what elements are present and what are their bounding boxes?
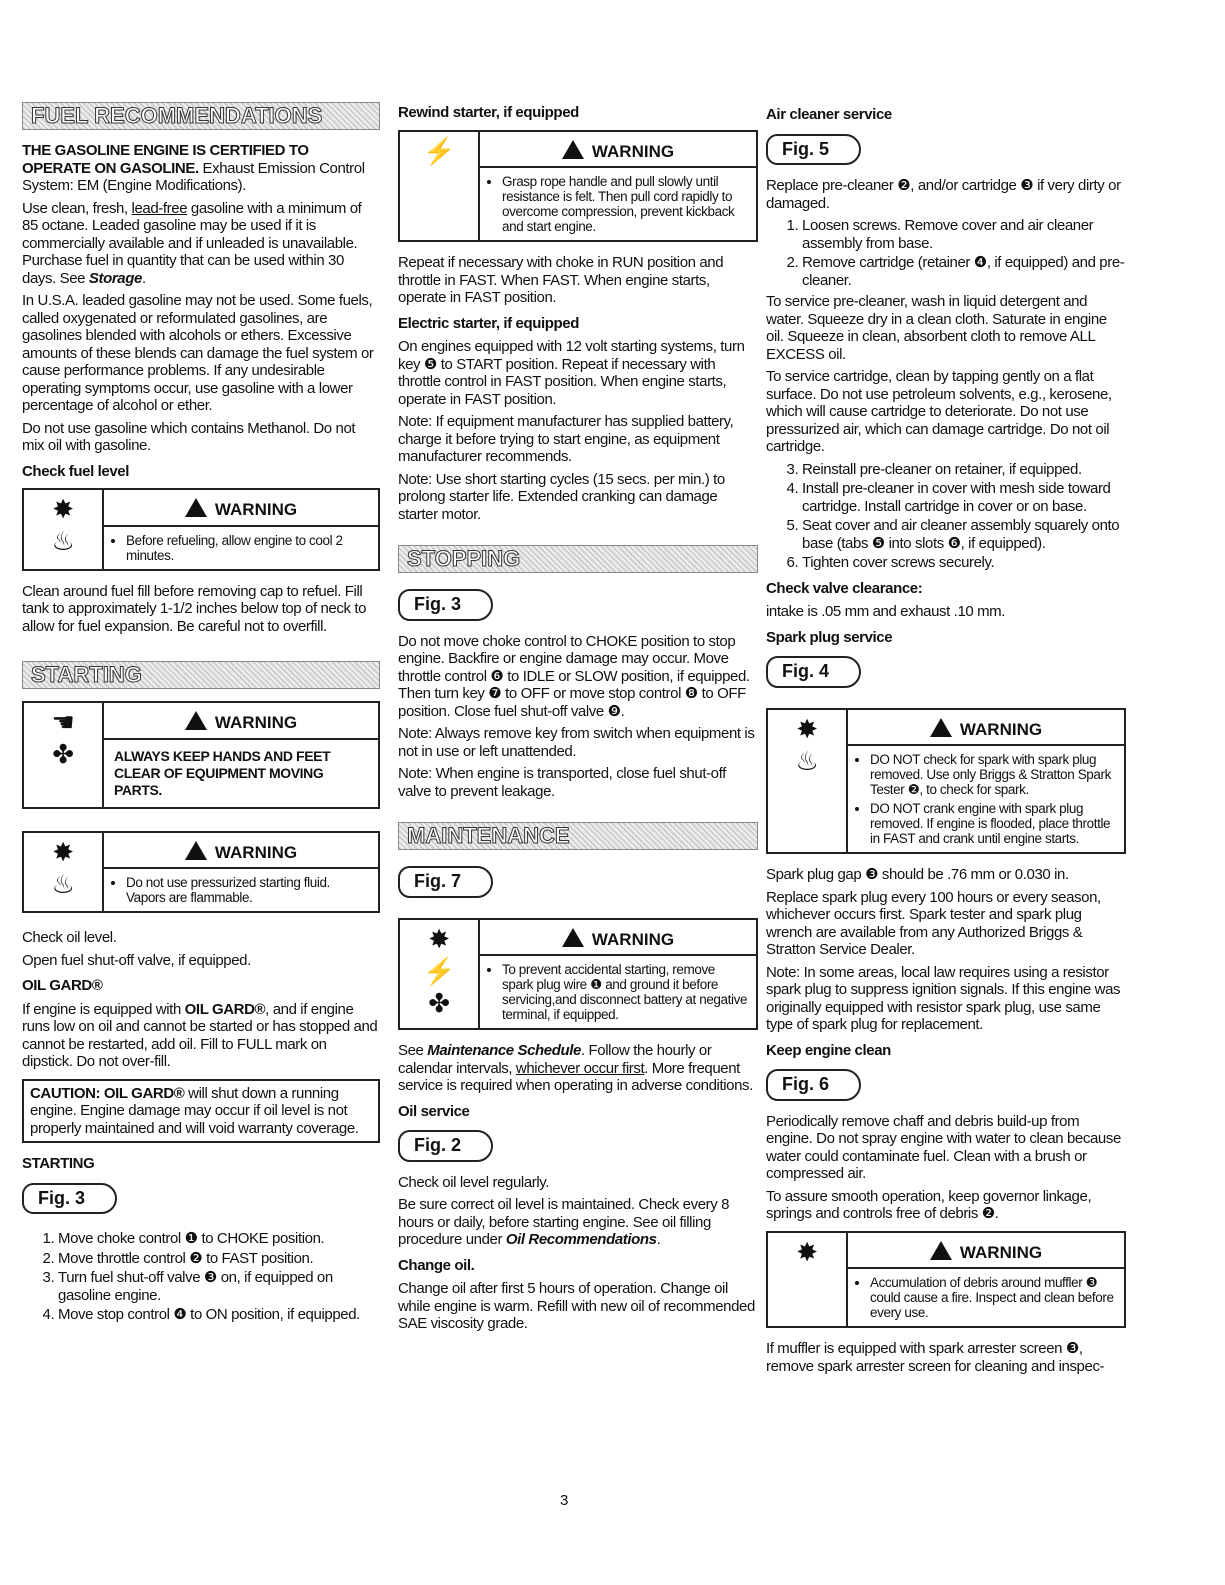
page-number: 3 <box>560 1492 569 1509</box>
valve-text: intake is .05 mm and exhaust .10 mm. <box>766 603 1006 620</box>
starting-steps <box>22 1230 380 1324</box>
note-resistor: Note: In some areas, local law requires using a resistor spark plug to suppress ignition signals. If this engine was originally equipped with resistor spark plug, use same type of spark plug for replacement. <box>766 963 1121 1033</box>
maintenance-banner: MAINTENANCE <box>398 822 758 850</box>
list-item: 1. Loosen screws. Remove cover and air cleaner assembly from base. <box>802 217 1126 252</box>
warning-box-debris <box>766 1231 1126 1329</box>
list-item: 2. Move throttle control ❷ to FAST position. <box>58 1250 380 1268</box>
warning-triangle-icon <box>930 718 952 737</box>
warning-title <box>104 703 378 740</box>
warning-item: • Grasp rope handle and pull slowly until resistance is felt. Then pull cord rapidly to overcome compression, prevent kickback and start engine. <box>502 174 748 234</box>
warning-triangle-icon <box>562 928 584 947</box>
warning-icons <box>24 703 104 807</box>
warning-icons <box>24 833 104 912</box>
warning-item: • DO NOT crank engine with spark plug removed. If engine is flooded, place throttle in FAST and crank until engine starts. <box>870 801 1116 846</box>
fuel-usa-paragraph: In U.S.A. leaded gasoline may not be used. Some fuels, called oxygenated or reformulated gasolines, are gasolines blended with alcohols or ethers. Excessive amounts of these blends can damage the fuel system or cause performance problems. If any undesirable operating symptoms occur, use gasoline with a lower percentage of alcohol or ether. <box>22 292 374 414</box>
be-sure-c: . <box>656 1231 661 1248</box>
fuel-use-paragraph <box>22 200 380 288</box>
warning-triangle-icon <box>562 140 584 159</box>
rewind-heading: Rewind starter, if equipped <box>398 104 579 121</box>
check-fuel-heading: Check fuel level <box>22 462 129 480</box>
explosion-icon: ✸ <box>796 713 818 744</box>
lead-free-text: lead-free <box>131 199 188 217</box>
fan-hazard-icon: ✤ <box>428 987 450 1018</box>
see-d: . More frequent service is required when operating in adverse conditions. <box>398 1059 753 1094</box>
fuel-intro-rest: Exhaust Emission Control System: EM (Engine Modifications). <box>22 159 365 194</box>
fig-callout: Fig. 2 <box>398 1130 493 1162</box>
warning-box-spark <box>766 708 1126 855</box>
see-c: . Follow the hourly or calendar intervals, <box>398 1042 712 1077</box>
column-1 <box>22 100 380 1328</box>
list-item: 4. Install pre-cleaner in cover with mesh side toward cartridge. Install cartridge in cover or on base. <box>802 480 1126 515</box>
warning-icons <box>400 132 480 241</box>
list-item: 6. Tighten cover screws securely. <box>802 554 1126 572</box>
explosion-icon: ✸ <box>796 1236 818 1267</box>
warning-title-text: WARNING <box>591 141 675 161</box>
fig-callout: Fig. 6 <box>766 1069 861 1101</box>
warning-icons <box>768 710 848 853</box>
shock-icon: ⚡ <box>423 955 455 986</box>
list-item: 3. Turn fuel shut-off valve ❸ on, if equipped on gasoline engine. <box>58 1269 380 1304</box>
warning-item: • To prevent accidental starting, remove spark plug wire ❶ and ground it before servicing,and disconnect battery at negative terminal, if equipped. <box>502 962 748 1022</box>
warning-list <box>852 1275 1116 1320</box>
warning-body <box>104 833 378 912</box>
check-regularly: Check oil level regularly. <box>398 1173 550 1191</box>
warning-body <box>480 132 756 241</box>
warning-body <box>104 490 378 569</box>
warning-triangle-icon <box>185 711 207 730</box>
list-item: 4. Move stop control ❹ to ON position, if equipped. <box>58 1306 380 1324</box>
be-sure-a: Be sure correct oil level is maintained. Check every 8 hours or daily, before starting engine. See oil filling procedure under <box>398 1196 730 1248</box>
spark-plug-heading: Spark plug service <box>766 628 893 646</box>
explosion-icon: ✸ <box>52 494 74 524</box>
note-key: Note: Always remove key from switch when equipment is not in use or left unattended. <box>398 725 755 760</box>
list-item: 3. Reinstall pre-cleaner on retainer, if equipped. <box>802 461 1126 479</box>
explosion-icon: ✸ <box>428 923 450 954</box>
hand-hazard-icon: ☚ <box>51 707 75 737</box>
warning-title-text: WARNING <box>214 842 298 862</box>
warning-title-text: WARNING <box>214 713 298 732</box>
warning-triangle-icon <box>930 1241 952 1260</box>
warning-list <box>108 875 370 905</box>
warning-title <box>848 710 1124 747</box>
see-schedule-paragraph <box>398 1042 758 1095</box>
caution-box <box>22 1079 380 1144</box>
list-item: 1. Move choke control ❶ to CHOKE position. <box>58 1230 380 1248</box>
warning-list <box>852 752 1116 846</box>
starting-banner: STARTING <box>22 661 380 689</box>
warning-body <box>104 703 378 807</box>
storage-reference: Storage <box>88 269 142 287</box>
oil-gard-a: If engine is equipped with <box>22 1000 185 1018</box>
warning-item: • Do not use pressurized starting fluid. Vapors are flammable. <box>126 875 370 905</box>
warning-body <box>848 710 1124 853</box>
fire-icon: ♨ <box>51 526 75 556</box>
air-steps-b <box>766 461 1126 572</box>
column-3 <box>766 100 1126 1380</box>
fig-callout: Fig. 5 <box>766 134 861 166</box>
maintenance-schedule-ref: Maintenance Schedule <box>427 1042 581 1059</box>
fan-hazard-icon: ✤ <box>52 739 74 769</box>
replace-paragraph: Replace pre-cleaner ❷, and/or cartridge ❸ if very dirty or damaged. <box>766 177 1121 212</box>
warning-box-refuel <box>22 488 380 571</box>
oil-gard-heading: OIL GARD® <box>22 977 103 994</box>
cartridge-paragraph: To service cartridge, clean by tapping gently on a flat surface. Do not use petroleum solvents, e.g., kerosene, which will cause cartridge to deteriorate. Do not use pressurized air, which can damage cartridge. Do not oil cartridge. <box>766 368 1112 455</box>
warning-icons <box>400 920 480 1029</box>
fig-callout: Fig. 3 <box>22 1183 117 1215</box>
change-oil-paragraph: Change oil after first 5 hours of operation. Change oil while engine is warm. Refill with new oil of recommended SAE viscosity grade. <box>398 1280 755 1332</box>
warning-body <box>848 1233 1124 1327</box>
fuel-methanol-paragraph: Do not use gasoline which contains Methanol. Do not mix oil with gasoline. <box>22 419 356 454</box>
muffler-paragraph: If muffler is equipped with spark arrester screen ❸, remove spark arrester screen for cleaning and inspec- <box>766 1340 1105 1375</box>
warning-box-rewind <box>398 130 758 243</box>
note-battery: Note: If equipment manufacturer has supplied battery, charge it before trying to start engine, as equipment manufacturer recommends. <box>398 413 734 465</box>
warning-title <box>480 920 756 957</box>
list-item: 5. Seat cover and air cleaner assembly squarely onto base (tabs ❺ into slots ❻, if equipped). <box>802 517 1126 552</box>
explosion-icon: ✸ <box>52 836 74 867</box>
starting-heading: STARTING <box>22 1155 95 1172</box>
warning-title <box>480 132 756 169</box>
warning-title-text: WARNING <box>214 500 298 519</box>
stop-paragraph: Do not move choke control to CHOKE position to stop engine. Backfire or engine damage may occur. Move throttle control ❻ to IDLE or SLOW position, if equipped. Then turn key ❼ to OFF or move stop control ❽ to OFF position. Close fuel shut-off valve ❾. <box>398 632 750 720</box>
be-sure-paragraph <box>398 1196 758 1249</box>
note-cycles: Note: Use short starting cycles (15 secs. per min.) to prolong starter life. Extended cranking can damage starter motor. <box>398 470 725 523</box>
warning-triangle-icon <box>185 841 207 860</box>
warning-box-maintenance <box>398 918 758 1031</box>
pre-cleaner-paragraph: To service pre-cleaner, wash in liquid detergent and water. Squeeze dry in a clean cloth. Saturate in engine oil. Squeeze in clean, absorbent cloth to remove ALL EXCESS oil. <box>766 293 1107 363</box>
oil-gard-c: , and if engine runs low on oil and cannot be started or has stopped and cannot be restarted, add oil. Fill to FULL mark on dipstick. Do not over-fill. <box>22 1000 378 1070</box>
warning-item: • Accumulation of debris around muffler ❸ could cause a fire. Inspect and clean before every use. <box>870 1275 1116 1320</box>
warning-title-text: WARNING <box>591 929 675 949</box>
warning-text: ALWAYS KEEP HANDS AND FEET CLEAR OF EQUIPMENT MOVING PARTS. <box>114 747 331 798</box>
fuel-use-b: gasoline with a minimum of 85 octane. Leaded gasoline may be used if it is commercially available and if unleaded is unavailable. Purchase fuel in quantity that can be used within 30 days. See <box>22 199 362 287</box>
fuel-use-a: Use clean, fresh, <box>22 199 132 217</box>
oil-service-heading: Oil service <box>398 1102 470 1120</box>
warning-title <box>104 490 378 527</box>
list-item: 2. Remove cartridge (retainer ❹, if equipped) and pre-cleaner. <box>802 254 1126 289</box>
air-steps-a <box>766 217 1126 289</box>
smooth-paragraph: To assure smooth operation, keep governor linkage, springs and controls free of debris ❷. <box>766 1187 1092 1222</box>
replace-plug-paragraph: Replace spark plug every 100 hours or every season, whichever occurs first. Spark tester and spark plug wrench are available from any Authorized Briggs & Stratton Service Dealer. <box>766 888 1101 958</box>
kickback-icon: ⚡ <box>423 135 455 166</box>
warning-list <box>484 962 748 1022</box>
fuel-use-end: . <box>141 269 146 287</box>
gap-text: Spark plug gap ❸ should be .76 mm or 0.030 in. <box>766 866 1069 883</box>
stopping-banner: STOPPING <box>398 545 758 573</box>
oil-gard-b: OIL GARD® <box>184 1000 266 1018</box>
repeat-paragraph: Repeat if necessary with choke in RUN position and throttle in FAST. When FAST. When engine starts, operate in FAST position. <box>398 254 724 306</box>
fig-callout: Fig. 7 <box>398 866 493 898</box>
whichever-first: whichever occur first <box>515 1059 645 1077</box>
warning-title-text: WARNING <box>959 1242 1043 1262</box>
caution-bold: CAUTION: OIL GARD® <box>30 1084 185 1102</box>
fig-callout: Fig. 3 <box>398 589 493 621</box>
fuel-intro-bold: THE GASOLINE ENGINE IS CERTIFIED TO OPERATE ON GASOLINE. <box>22 142 309 177</box>
warning-icons <box>24 490 104 569</box>
electric-heading: Electric starter, if equipped <box>398 314 579 332</box>
warning-title <box>848 1233 1124 1270</box>
warning-box-starting-fluid <box>22 831 380 914</box>
air-cleaner-heading: Air cleaner service <box>766 106 892 123</box>
warning-list <box>484 174 748 234</box>
periodically-paragraph: Periodically remove chaff and debris build-up from engine. Do not spray engine with water to clean because water could contaminate fuel. Clean with a brush or compressed air. <box>766 1112 1121 1182</box>
check-oil-text: Check oil level. <box>22 929 117 946</box>
caution-rest: will shut down a running engine. Engine damage may occur if oil level is not properly maintained and will void warranty coverage. <box>30 1084 359 1137</box>
warning-list <box>108 533 370 563</box>
warning-box-moving-parts <box>22 701 380 809</box>
warning-triangle-icon <box>185 498 207 517</box>
keep-clean-heading: Keep engine clean <box>766 1041 891 1059</box>
warning-title-text: WARNING <box>959 719 1043 739</box>
warning-title <box>104 833 378 870</box>
electric-paragraph: On engines equipped with 12 volt starting systems, turn key ❺ to START position. Repeat if necessary with throttle control in FAST position. When engine starts, operate in FAST position. <box>398 338 745 408</box>
column-2 <box>398 100 758 1338</box>
valve-heading: Check valve clearance: <box>766 579 923 597</box>
warning-item: • Before refueling, allow engine to cool 2 minutes. <box>126 533 370 563</box>
note-transport: Note: When engine is transported, close fuel shut-off valve to prevent leakage. <box>398 765 726 800</box>
oil-gard-paragraph <box>22 1001 380 1071</box>
oil-recommendations-ref: Oil Recommendations <box>505 1231 657 1248</box>
warning-icons <box>768 1233 848 1327</box>
fuel-recommendations-banner: FUEL RECOMMENDATIONS <box>22 102 380 130</box>
see-a: See <box>398 1042 428 1059</box>
fire-icon: ♨ <box>795 745 819 776</box>
change-oil-heading: Change oil. <box>398 1256 475 1274</box>
fuel-intro <box>22 142 380 195</box>
fire-icon: ♨ <box>51 868 75 899</box>
open-fuel-text: Open fuel shut-off valve, if equipped. <box>22 951 251 969</box>
clean-fill-paragraph: Clean around fuel fill before removing cap to refuel. Fill tank to approximately 1-1/2 inches below top of neck to allow for fuel expansion. Be careful not to overfill. <box>22 582 367 635</box>
warning-item: • DO NOT check for spark with spark plug removed. Use only Briggs & Stratton Spark Tester ❷, to check for spark. <box>870 752 1116 797</box>
warning-body <box>480 920 756 1029</box>
fig-callout: Fig. 4 <box>766 656 861 688</box>
